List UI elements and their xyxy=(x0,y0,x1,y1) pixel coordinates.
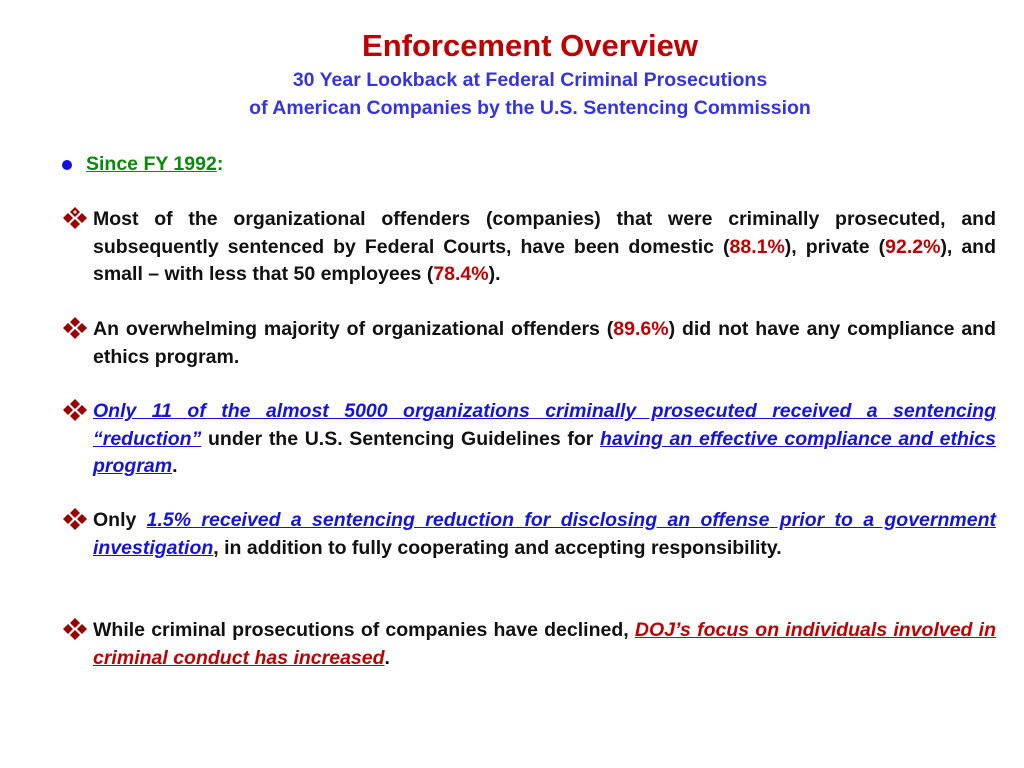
diamond-bullet-icon xyxy=(62,618,90,642)
bullet-2-text-b: ) did not have any compliance and ethics program. xyxy=(93,318,996,368)
bullet-item-1 xyxy=(62,206,996,289)
bullet-text xyxy=(93,206,996,289)
bullet-5-text-a: While criminal prosecutions of companies have declined, xyxy=(93,619,635,641)
slide-subtitle-line-1: 30 Year Lookback at Federal Criminal Prosecutions xyxy=(292,69,768,91)
diamond-bullet-icon xyxy=(62,207,90,231)
pct-small: 78.4% xyxy=(433,263,489,285)
bullet-3-text-a: under the U.S. Sentencing Guidelines for xyxy=(201,427,601,450)
bullet-5-text-b: . xyxy=(384,646,390,669)
bullet-4-text-a: Only xyxy=(93,509,147,531)
bullet-item-2 xyxy=(62,316,996,371)
link-doj-focus[interactable]: DOJ’s focus on individuals involved in criminal conduct has increased xyxy=(93,619,996,669)
bullet-item-3 xyxy=(62,398,996,481)
bullet-2-text-a: An overwhelming majority of organizational offenders ( xyxy=(93,318,614,340)
bullet-dot-icon xyxy=(62,160,72,170)
bullet-text xyxy=(93,398,996,481)
bullet-item-4 xyxy=(62,507,996,562)
link-effective-program[interactable]: having an effective compliance and ethics program xyxy=(93,427,996,477)
diamond-bullet-icon xyxy=(62,508,90,532)
bullet-text xyxy=(93,316,996,371)
pct-no-program: 89.6% xyxy=(613,318,669,340)
bullet-1-text-d: ). xyxy=(488,263,501,285)
bullet-1-text-a: Most of the organizational offenders (companies) that were criminally prosecuted, and subsequently sentenced by Federal Courts, have been domestic ( xyxy=(93,208,996,258)
since-heading xyxy=(62,153,223,176)
since-colon: : xyxy=(216,153,224,175)
link-sentencing-reduction[interactable]: Only 11 of the almost 5000 organizations criminally prosecuted received a sentencing “reduction” xyxy=(93,400,996,450)
since-label: Since FY 1992 xyxy=(86,153,217,175)
diamond-bullet-icon xyxy=(62,399,90,423)
bullet-4-text-b: , in addition to fully cooperating and accepting responsibility. xyxy=(213,536,782,559)
bullet-1-text-b: ), private ( xyxy=(784,235,886,258)
pct-domestic: 88.1% xyxy=(729,235,785,258)
slide-title: Enforcement Overview xyxy=(362,28,698,63)
bullet-text xyxy=(93,617,996,672)
bullet-item-5 xyxy=(62,617,996,672)
bullet-3-text-b: . xyxy=(172,455,178,477)
diamond-bullet-icon xyxy=(62,317,90,341)
slide-subtitle-line-2: of American Companies by the U.S. Sentencing Commission xyxy=(249,97,811,119)
bullet-text xyxy=(93,507,996,562)
pct-private: 92.2% xyxy=(885,235,941,258)
link-disclosure-reduction[interactable]: 1.5% received a sentencing reduction for disclosing an offense prior to a government investigation xyxy=(93,509,996,559)
bullet-1-text-c: ), and small – with less that 50 employees ( xyxy=(93,235,997,285)
